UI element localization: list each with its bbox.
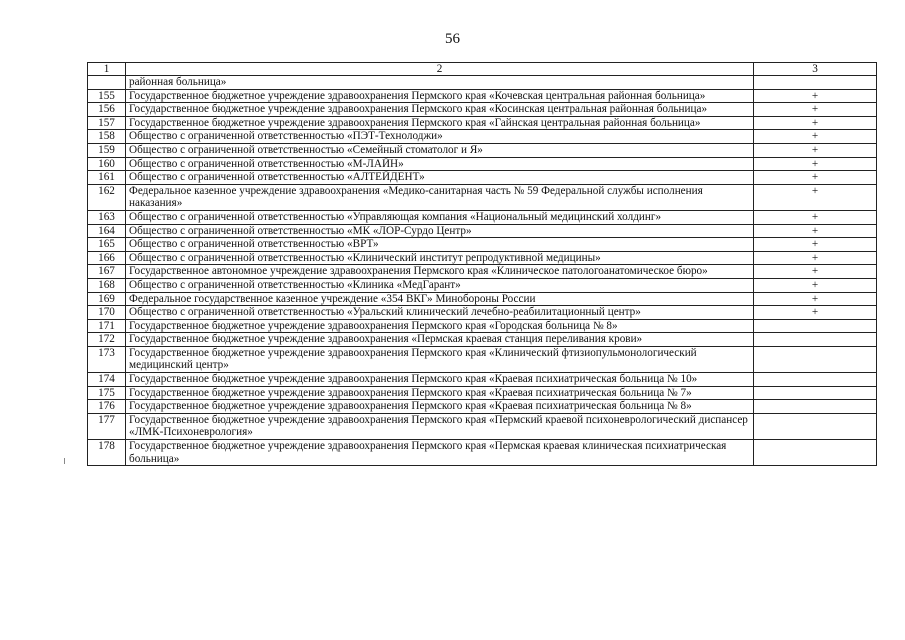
row-number-cell: 170 <box>88 306 126 320</box>
mark-cell: + <box>754 130 877 144</box>
organization-name-cell: Государственное бюджетное учреждение здравоохранения Пермского края «Клинический фтизиопульмонологический медицинский центр» <box>126 346 754 372</box>
organization-name-cell: Государственное бюджетное учреждение здравоохранения Пермского края «Косинская центральная районная больница» <box>126 103 754 117</box>
table-row <box>88 238 877 252</box>
mark-cell: + <box>754 278 877 292</box>
row-number-cell: 178 <box>88 440 126 466</box>
mark-cell: + <box>754 210 877 224</box>
mark-cell: + <box>754 103 877 117</box>
mark-cell: + <box>754 292 877 306</box>
organization-name-cell: районная больница» <box>126 76 754 90</box>
table-row <box>88 224 877 238</box>
row-number-cell <box>88 76 126 90</box>
row-number-cell: 156 <box>88 103 126 117</box>
table-row <box>88 157 877 171</box>
row-number-cell: 159 <box>88 143 126 157</box>
table-row <box>88 184 877 210</box>
row-number-cell: 174 <box>88 373 126 387</box>
organization-name-cell: Общество с ограниченной ответственностью «МК «ЛОР-Сурдо Центр» <box>126 224 754 238</box>
mark-cell: + <box>754 143 877 157</box>
row-number-cell: 162 <box>88 184 126 210</box>
mark-cell: + <box>754 306 877 320</box>
table-row <box>88 210 877 224</box>
table-row <box>88 333 877 347</box>
row-number-cell: 177 <box>88 413 126 439</box>
organization-name-cell: Общество с ограниченной ответственностью «АЛТЕЙДЕНТ» <box>126 171 754 185</box>
row-number-cell: 167 <box>88 265 126 279</box>
mark-cell: + <box>754 157 877 171</box>
row-number-cell: 161 <box>88 171 126 185</box>
organization-name-cell: Государственное бюджетное учреждение здравоохранения Пермского края «Городская больница № 8» <box>126 319 754 333</box>
mark-cell: + <box>754 265 877 279</box>
table-row <box>88 103 877 117</box>
mark-cell: + <box>754 89 877 103</box>
mark-cell: + <box>754 224 877 238</box>
organizations-table <box>87 62 877 466</box>
row-number-cell: 163 <box>88 210 126 224</box>
organization-name-cell: Государственное автономное учреждение здравоохранения Пермского края «Клиническое патологоанатомическое бюро» <box>126 265 754 279</box>
table-row <box>88 251 877 265</box>
mark-cell: + <box>754 171 877 185</box>
row-number-cell: 155 <box>88 89 126 103</box>
row-number-cell: 165 <box>88 238 126 252</box>
mark-cell <box>754 319 877 333</box>
organization-name-cell: Государственное бюджетное учреждение здравоохранения Пермского края «Гайнская центральная районная больница» <box>126 116 754 130</box>
table-row <box>88 319 877 333</box>
organization-name-cell: Общество с ограниченной ответственностью «М-ЛАЙН» <box>126 157 754 171</box>
table-row <box>88 292 877 306</box>
organization-name-cell: Государственное бюджетное учреждение здравоохранения Пермского края «Краевая психиатрическая больница № 8» <box>126 400 754 414</box>
column-header-3: 3 <box>754 63 877 76</box>
row-number-cell: 171 <box>88 319 126 333</box>
table-row <box>88 130 877 144</box>
organization-name-cell: Государственное бюджетное учреждение здравоохранения Пермского края «Пермская краевая клиническая психиатрическая больница» <box>126 440 754 466</box>
table-row <box>88 89 877 103</box>
mark-cell <box>754 346 877 372</box>
organization-name-cell: Общество с ограниченной ответственностью «Управляющая компания «Национальный медицинский холдинг» <box>126 210 754 224</box>
margin-mark <box>64 458 65 464</box>
organization-name-cell: Государственное бюджетное учреждение здравоохранения Пермского края «Кочевская центральная районная больница» <box>126 89 754 103</box>
table-row <box>88 346 877 372</box>
table-row <box>88 386 877 400</box>
row-number-cell: 176 <box>88 400 126 414</box>
organization-name-cell: Федеральное государственное казенное учреждение «354 ВКГ» Минобороны России <box>126 292 754 306</box>
mark-cell <box>754 373 877 387</box>
mark-cell <box>754 386 877 400</box>
table-row <box>88 440 877 466</box>
mark-cell: + <box>754 116 877 130</box>
mark-cell <box>754 440 877 466</box>
table-row <box>88 306 877 320</box>
organization-name-cell: Общество с ограниченной ответственностью «Уральский клинический лечебно-реабилитационный центр» <box>126 306 754 320</box>
mark-cell <box>754 400 877 414</box>
row-number-cell: 157 <box>88 116 126 130</box>
table-header-row <box>88 63 877 76</box>
organization-name-cell: Общество с ограниченной ответственностью «Семейный стоматолог и Я» <box>126 143 754 157</box>
table-row <box>88 116 877 130</box>
organization-name-cell: Общество с ограниченной ответственностью «ВРТ» <box>126 238 754 252</box>
continuation-row <box>88 76 877 90</box>
organization-name-cell: Общество с ограниченной ответственностью «ПЭТ-Технолоджи» <box>126 130 754 144</box>
organization-name-cell: Государственное бюджетное учреждение здравоохранения Пермского края «Краевая психиатрическая больница № 10» <box>126 373 754 387</box>
organization-name-cell: Общество с ограниченной ответственностью «Клинический институт репродуктивной медицины» <box>126 251 754 265</box>
column-header-2: 2 <box>126 63 754 76</box>
table-row <box>88 171 877 185</box>
organization-name-cell: Федеральное казенное учреждение здравоохранения «Медико-санитарная часть № 59 Федеральной службы исполнения наказания» <box>126 184 754 210</box>
row-number-cell: 168 <box>88 278 126 292</box>
row-number-cell: 172 <box>88 333 126 347</box>
row-number-cell: 166 <box>88 251 126 265</box>
organization-name-cell: Государственное бюджетное учреждение здравоохранения Пермского края «Краевая психиатрическая больница № 7» <box>126 386 754 400</box>
row-number-cell: 158 <box>88 130 126 144</box>
mark-cell <box>754 333 877 347</box>
organization-name-cell: Общество с ограниченной ответственностью «Клиника «МедГарант» <box>126 278 754 292</box>
mark-cell: + <box>754 184 877 210</box>
row-number-cell: 175 <box>88 386 126 400</box>
organization-name-cell: Государственное бюджетное учреждение здравоохранения «Пермская краевая станция переливания крови» <box>126 333 754 347</box>
table-row <box>88 278 877 292</box>
table-row <box>88 413 877 439</box>
column-header-1: 1 <box>88 63 126 76</box>
table-row <box>88 265 877 279</box>
table-row <box>88 373 877 387</box>
mark-cell: + <box>754 238 877 252</box>
table-row <box>88 143 877 157</box>
mark-cell <box>754 413 877 439</box>
table-row <box>88 400 877 414</box>
row-number-cell: 160 <box>88 157 126 171</box>
page-number: 56 <box>445 31 460 47</box>
row-number-cell: 169 <box>88 292 126 306</box>
organization-name-cell: Государственное бюджетное учреждение здравоохранения Пермского края «Пермский краевой психоневрологический диспансер «ЛМК-Психоневрология» <box>126 413 754 439</box>
mark-cell: + <box>754 251 877 265</box>
row-number-cell: 164 <box>88 224 126 238</box>
mark-cell <box>754 76 877 90</box>
row-number-cell: 173 <box>88 346 126 372</box>
